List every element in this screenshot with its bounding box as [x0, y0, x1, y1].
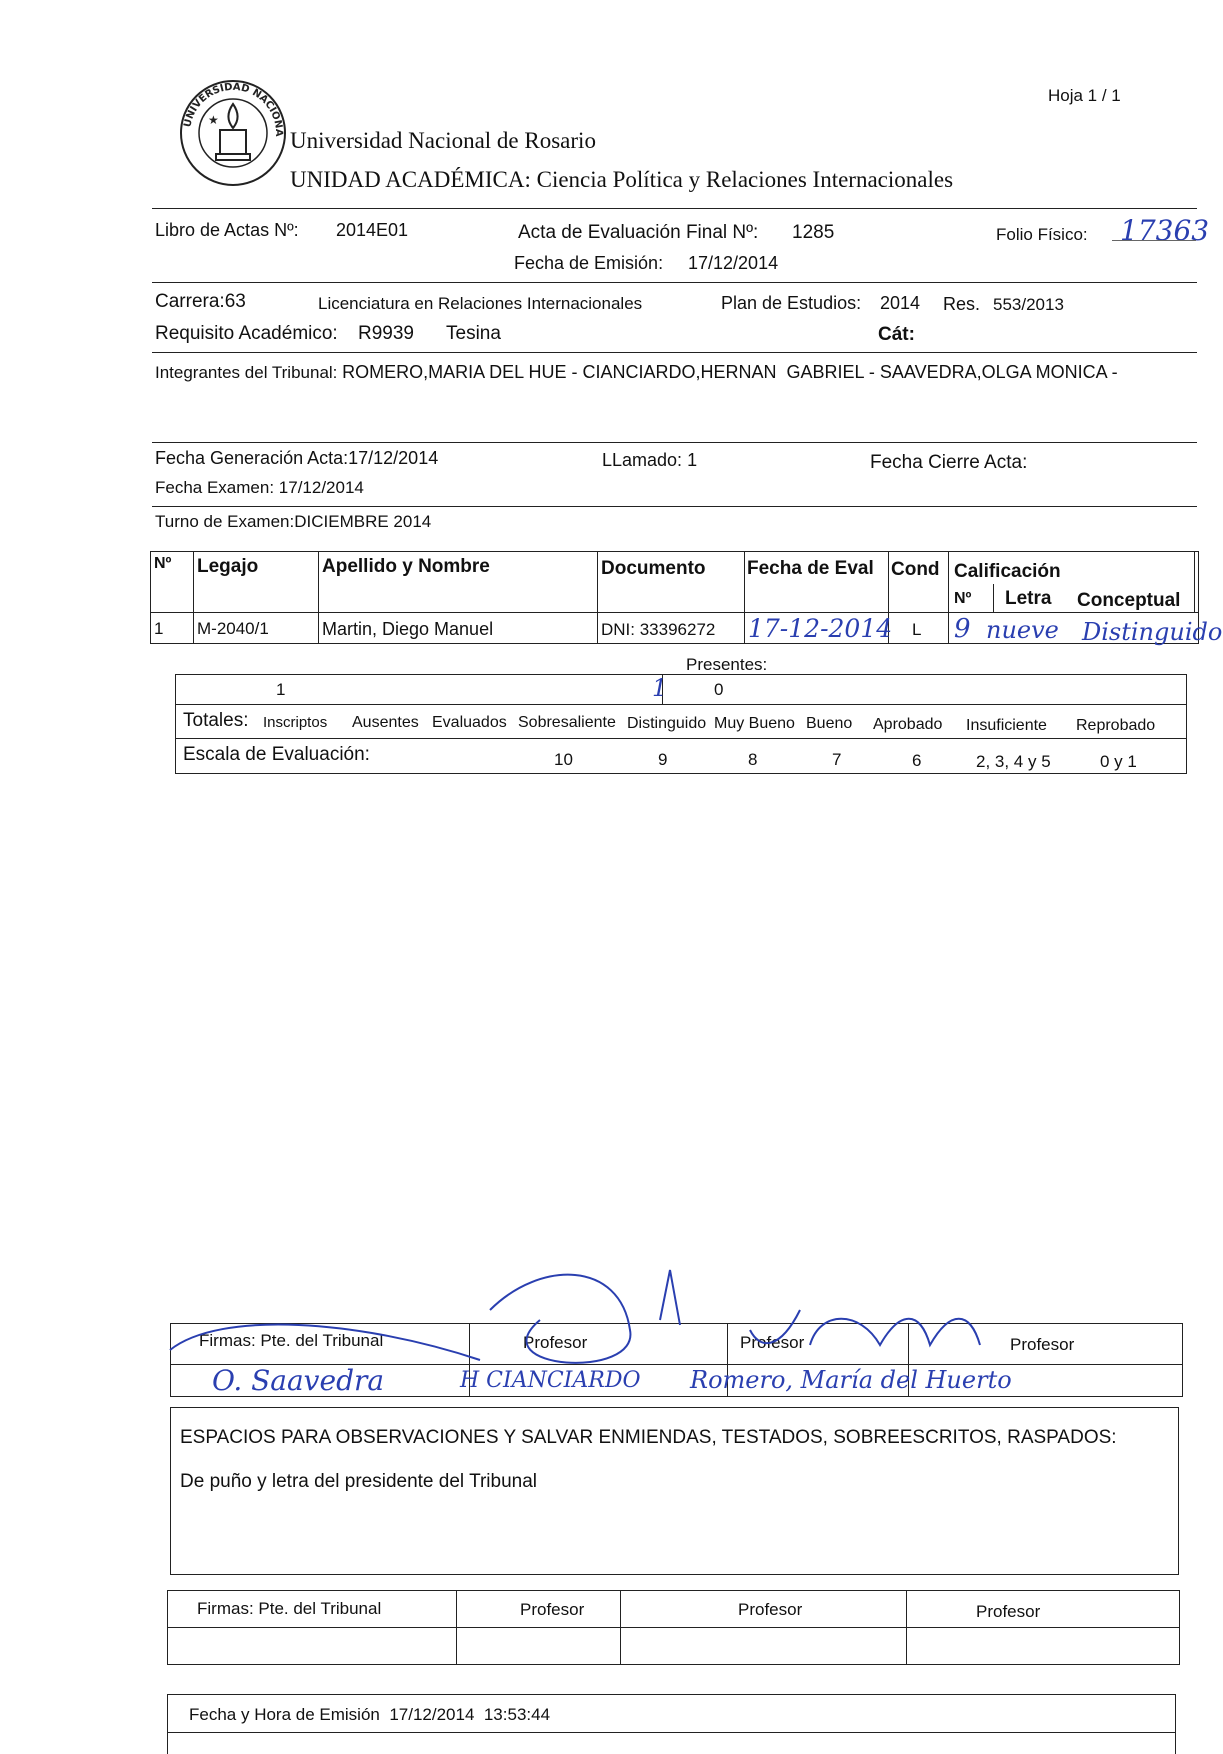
- cierre-label: Fecha Cierre Acta:: [870, 452, 1028, 473]
- sig-prof1-label: Profesor: [523, 1333, 588, 1352]
- inscriptos-value: 1: [276, 680, 286, 699]
- row-fecha: 17-12-2014: [748, 614, 893, 643]
- llamado-line: LLamado: 1: [602, 450, 698, 470]
- escala-reprobado: 0 y 1: [1100, 752, 1137, 771]
- totales-label: Totales:: [183, 710, 249, 731]
- row-n: 1: [154, 619, 164, 638]
- libro-label: Libro de Actas Nº:: [155, 220, 299, 240]
- requisito-label: Requisito Académico:: [155, 323, 338, 344]
- row-nombre: Martin, Diego Manuel: [322, 619, 494, 639]
- th-cal-letra: Letra: [1005, 588, 1052, 609]
- folio-label: Folio Físico:: [996, 225, 1088, 244]
- emision-value: 17/12/2014: [688, 253, 779, 273]
- requisito-name: Tesina: [446, 323, 501, 344]
- th-documento: Documento: [601, 558, 706, 579]
- th-nombre: Apellido y Nombre: [322, 556, 490, 577]
- signature-saavedra: O. Saavedra: [212, 1364, 385, 1397]
- col-evaluados: Evaluados: [432, 714, 507, 731]
- tribunal-line: Integrantes del Tribunal: ROMERO,MARIA DEL HUE - CIANCIARDO,HERNAN GABRIEL - SAAVEDRA,OLGA MONICA -: [155, 362, 1118, 382]
- university-seal: [178, 78, 288, 188]
- cat-label: Cát:: [878, 324, 915, 345]
- row-documento: DNI: 33396272: [601, 620, 716, 639]
- libro-value: 2014E01: [336, 220, 409, 240]
- res-label: Res.: [943, 294, 981, 314]
- presentes-value: 1: [652, 674, 668, 702]
- plan-label: Plan de Estudios:: [721, 293, 862, 313]
- observaciones-title: ESPACIOS PARA OBSERVACIONES Y SALVAR ENMIENDAS, TESTADOS, SOBREESCRITOS, RASPADOS:: [180, 1427, 1117, 1448]
- requisito-value: R9939: [358, 323, 414, 344]
- page-number: Hoja 1 / 1: [1048, 86, 1121, 105]
- sig2-prof3-label: Profesor: [976, 1602, 1041, 1621]
- ausentes-value: 0: [714, 680, 724, 699]
- acta-label: Acta de Evaluación Final Nº:: [518, 222, 759, 243]
- escala-7: 7: [832, 750, 842, 769]
- escala-10: 10: [554, 750, 573, 769]
- th-n: Nº: [154, 555, 172, 572]
- academic-unit: UNIDAD ACADÉMICA: Ciencia Política y Relaciones Internacionales: [290, 167, 954, 192]
- col-sobresaliente: Sobresaliente: [518, 714, 616, 731]
- escala-8: 8: [748, 750, 758, 769]
- examen-line: Fecha Examen: 17/12/2014: [155, 478, 364, 497]
- observaciones-subtitle: De puño y letra del presidente del Tribunal: [180, 1471, 538, 1492]
- row-cond: L: [912, 620, 922, 639]
- turno-line: Turno de Examen:DICIEMBRE 2014: [155, 512, 432, 531]
- col-reprobado: Reprobado: [1076, 717, 1156, 734]
- th-cond: Cond: [891, 559, 940, 580]
- th-legajo: Legajo: [197, 556, 259, 577]
- signature-scribbles: [160, 1250, 1160, 1400]
- sig2-prof1-label: Profesor: [520, 1600, 585, 1619]
- row-legajo: M-2040/1: [197, 619, 269, 638]
- sig2-pte-label: Firmas: Pte. del Tribunal: [197, 1599, 382, 1618]
- signature-cianciardo: H CIANCIARDO: [460, 1368, 641, 1393]
- folio-value: 17363: [1120, 214, 1210, 247]
- sig-prof3-label: Profesor: [1010, 1335, 1075, 1354]
- escala-label: Escala de Evaluación:: [183, 744, 370, 765]
- col-inscriptos: Inscriptos: [263, 714, 328, 731]
- footer-emision: Fecha y Hora de Emisión 17/12/2014 13:53:44: [189, 1705, 551, 1724]
- col-insuficiente: Insuficiente: [966, 717, 1047, 734]
- th-calificacion: Calificación: [954, 561, 1061, 582]
- sig-pte-label: Firmas: Pte. del Tribunal: [199, 1331, 384, 1350]
- col-bueno: Bueno: [806, 715, 853, 732]
- carrera-name: Licenciatura en Relaciones Internacionales: [318, 294, 643, 313]
- svg-text:UNIVERSIDAD NACIONAL DE ROSARI: UNIVERSIDAD NACIONA: [182, 81, 285, 137]
- plan-value: 2014: [880, 293, 921, 313]
- svg-text:★: ★: [208, 113, 219, 127]
- row-cal-conceptual: Distinguido: [1082, 618, 1223, 646]
- emision-label: Fecha de Emisión:: [514, 253, 664, 273]
- col-distinguido: Distinguido: [627, 715, 707, 732]
- signature-romero: Romero, María del Huerto: [690, 1366, 1012, 1394]
- col-aprobado: Aprobado: [873, 716, 943, 733]
- sig2-prof2-label: Profesor: [738, 1600, 803, 1619]
- col-ausentes: Ausentes: [352, 714, 419, 731]
- escala-9: 9: [658, 750, 668, 769]
- res-value: 553/2013: [993, 295, 1064, 314]
- presentes-label: Presentes:: [686, 655, 768, 674]
- th-cal-conceptual: Conceptual: [1077, 590, 1181, 611]
- row-cal-letra: nueve: [986, 616, 1059, 644]
- escala-6: 6: [912, 751, 922, 770]
- sig-prof2-label: Profesor: [740, 1333, 805, 1352]
- th-cal-n: Nº: [954, 590, 972, 607]
- escala-insuficiente: 2, 3, 4 y 5: [976, 752, 1051, 771]
- university-name: Universidad Nacional de Rosario: [290, 128, 596, 153]
- acta-value: 1285: [792, 222, 835, 243]
- generacion-line: Fecha Generación Acta:17/12/2014: [155, 448, 439, 468]
- row-cal-n: 9: [954, 614, 971, 644]
- col-muy-bueno: Muy Bueno: [714, 715, 795, 732]
- th-fecha: Fecha de Eval: [747, 558, 874, 579]
- carrera-label: Carrera:63: [155, 291, 246, 312]
